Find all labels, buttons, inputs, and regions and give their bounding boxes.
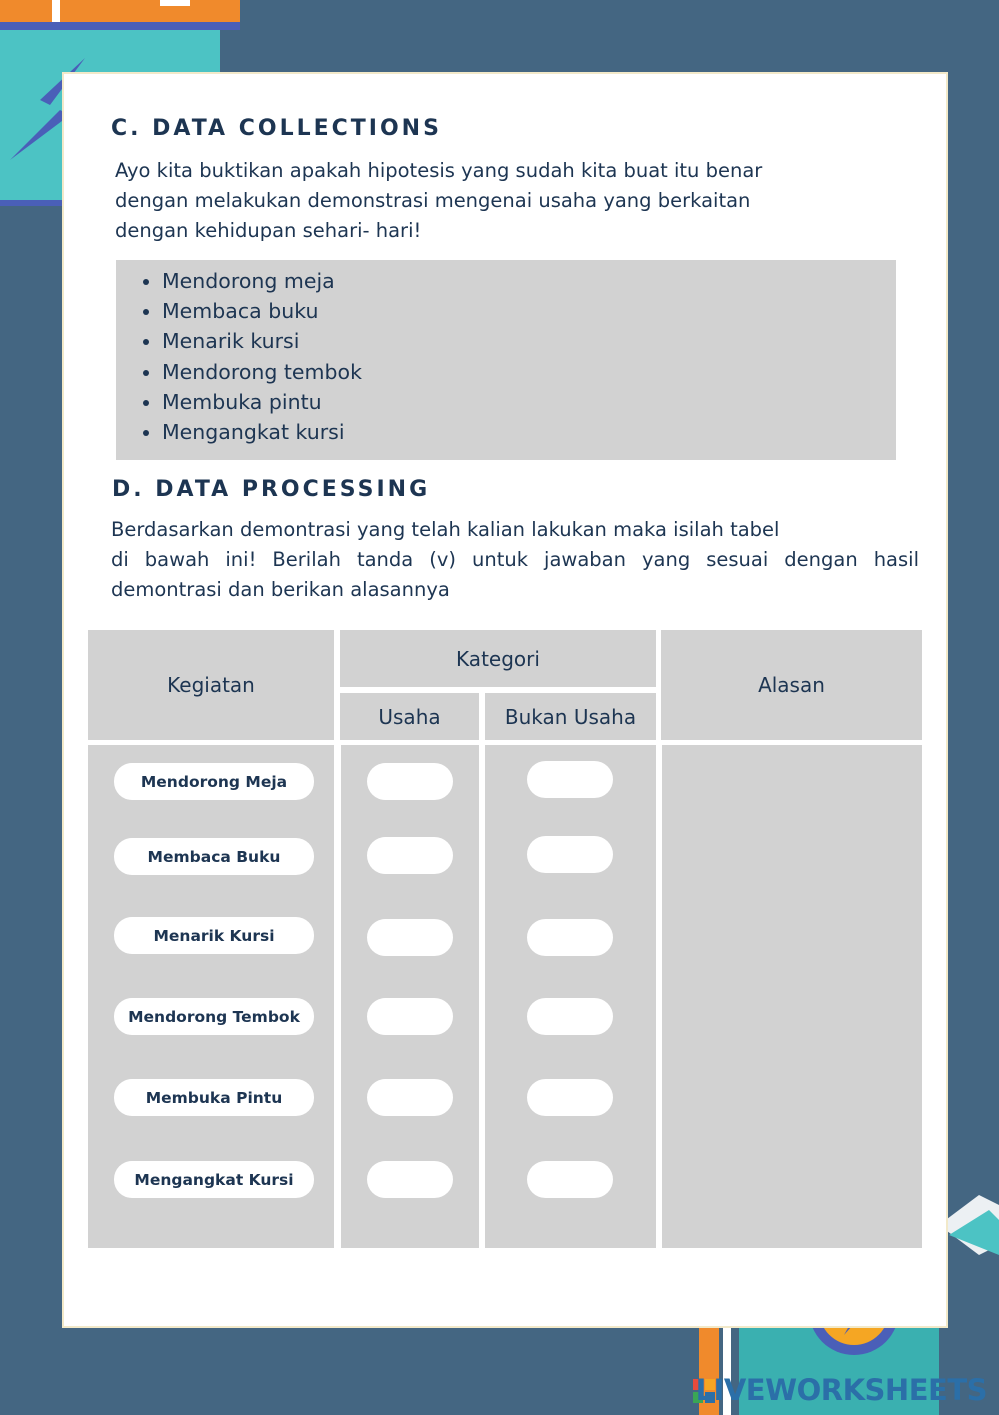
- section-d-intro: [111, 515, 919, 605]
- bukan-usaha-answer-box[interactable]: [527, 919, 613, 956]
- liveworksheets-watermark: LIVEWORKSHEETS: [695, 1373, 987, 1407]
- bukan-usaha-answer-box[interactable]: [527, 836, 613, 873]
- list-item: • Mengangkat kursi: [162, 417, 896, 447]
- bukan-usaha-answer-box[interactable]: [527, 1079, 613, 1116]
- list-item: • Mendorong tembok: [162, 357, 896, 387]
- table-row-label: Mendorong Meja: [114, 763, 314, 800]
- header-kategori: Kategori: [340, 630, 656, 687]
- bukan-usaha-answer-box[interactable]: [527, 761, 613, 798]
- intro-line: dengan kehidupan sehari- hari!: [115, 219, 422, 242]
- table-row-label: Mengangkat Kursi: [114, 1161, 314, 1198]
- activity-list: [116, 260, 896, 460]
- table-row-label: Mendorong Tembok: [114, 998, 314, 1035]
- section-c-intro: [115, 156, 895, 246]
- table-row-label: Membuka Pintu: [114, 1079, 314, 1116]
- intro-line: dengan melakukan demonstrasi mengenai usaha yang berkaitan: [115, 189, 751, 212]
- header-kegiatan: Kegiatan: [88, 630, 334, 740]
- header-bukan-usaha: Bukan Usaha: [485, 693, 656, 740]
- intro-line: di bawah ini! Berilah tanda (v) untuk jawaban yang sesuai dengan hasil: [111, 548, 919, 571]
- usaha-answer-box[interactable]: [367, 1079, 453, 1116]
- usaha-answer-box[interactable]: [367, 763, 453, 800]
- alasan-answer-area[interactable]: [662, 745, 922, 1248]
- section-c-heading: C. DATA COLLECTIONS: [111, 116, 442, 141]
- header-alasan: Alasan: [661, 630, 922, 740]
- usaha-answer-box[interactable]: [367, 1161, 453, 1198]
- intro-line: demontrasi dan berikan alasannya: [111, 578, 450, 601]
- list-item: • Membuka pintu: [162, 387, 896, 417]
- usaha-answer-box[interactable]: [367, 837, 453, 874]
- list-item: • Menarik kursi: [162, 326, 896, 356]
- section-d-heading: D. DATA PROCESSING: [112, 477, 431, 502]
- table-row-label: Menarik Kursi: [114, 917, 314, 954]
- list-item: • Membaca buku: [162, 296, 896, 326]
- usaha-answer-box[interactable]: [367, 998, 453, 1035]
- usaha-answer-box[interactable]: [367, 919, 453, 956]
- bukan-usaha-answer-box[interactable]: [527, 998, 613, 1035]
- worksheet-page: [64, 74, 946, 1326]
- list-item: • Mendorong meja: [162, 266, 896, 296]
- table-row-label: Membaca Buku: [114, 838, 314, 875]
- intro-line: Berdasarkan demontrasi yang telah kalian lakukan maka isilah tabel: [111, 518, 780, 541]
- header-usaha: Usaha: [340, 693, 479, 740]
- bukan-usaha-answer-box[interactable]: [527, 1161, 613, 1198]
- intro-line: Ayo kita buktikan apakah hipotesis yang sudah kita buat itu benar: [115, 159, 763, 182]
